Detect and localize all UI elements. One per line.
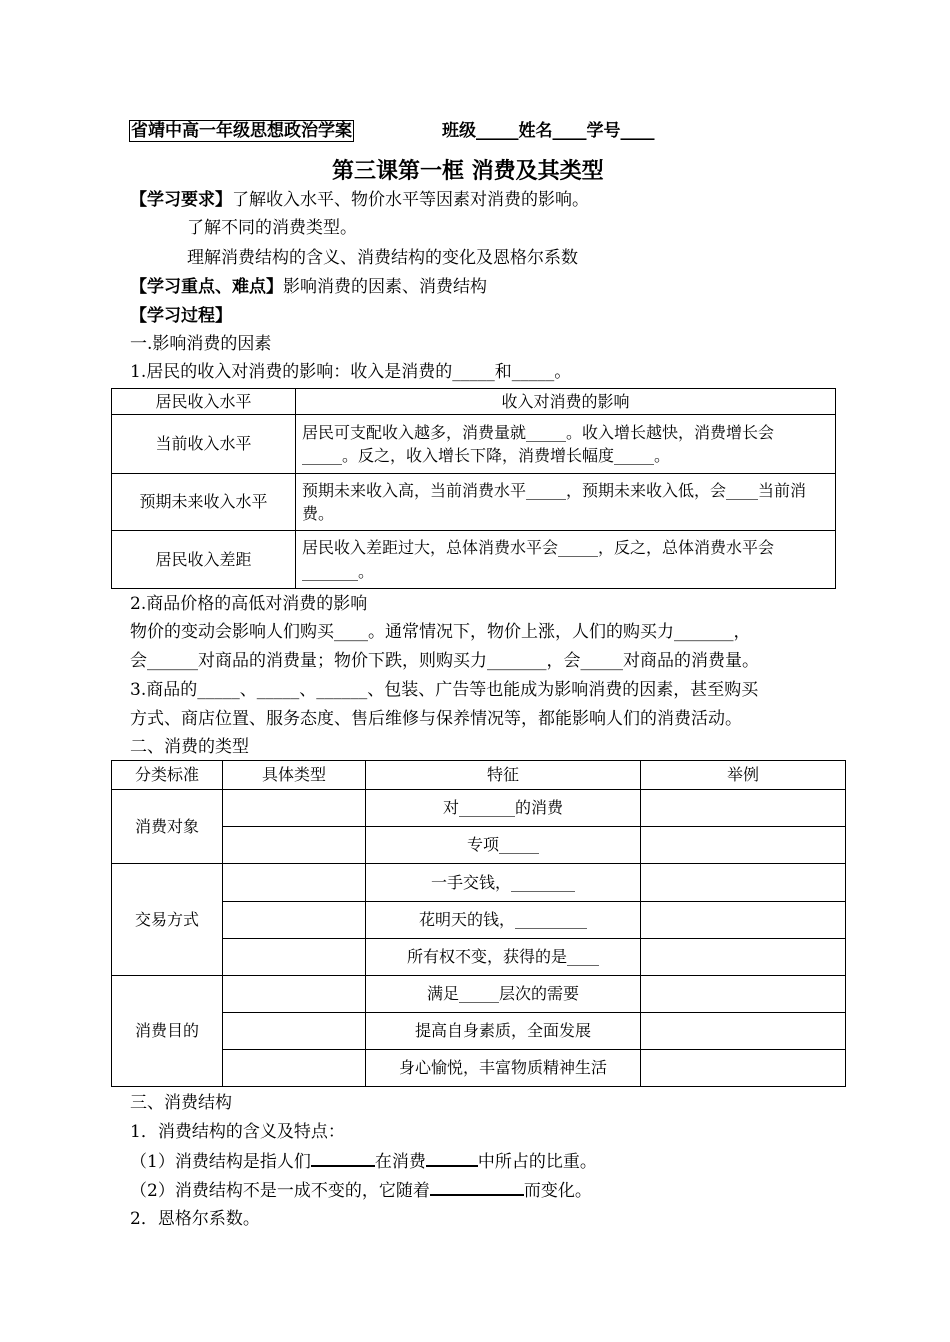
type-blank-cell[interactable] xyxy=(223,827,366,864)
table-cell: 专项_____ xyxy=(366,827,641,864)
requirements-line-3: 理解消费结构的含义、消费结构的变化及恩格尔系数 xyxy=(187,248,578,268)
type-blank-cell[interactable] xyxy=(223,1013,366,1050)
section-3-item-2: 2．恩格尔系数。 xyxy=(130,1209,260,1229)
type-blank-cell[interactable] xyxy=(223,902,366,939)
type-blank-cell[interactable] xyxy=(223,976,366,1013)
type-blank-cell[interactable] xyxy=(223,864,366,902)
table-row xyxy=(112,939,846,976)
section-1-item-1: 1.居民的收入对消费的影响：收入是消费的_____和_____。 xyxy=(130,362,572,382)
section-1-item-3-line-1: 3.商品的_____、_____、______、包装、广告等也能成为影响消费的因素，甚至购买 xyxy=(130,680,759,700)
table-row xyxy=(112,1013,846,1050)
section-1-item-2-line-1: 物价的变动会影响人们购买____。通常情况下，物价上涨，人们的购买力_______， xyxy=(130,622,751,642)
section-3-sub-1 xyxy=(130,1151,597,1172)
section-1-item-2-line-2: 会______对商品的消费量；物价下跌，则购买力_______，会_____对商品的消费量。 xyxy=(130,651,759,671)
table-cell: 身心愉悦，丰富物质精神生活 xyxy=(366,1050,641,1087)
fill-blank[interactable] xyxy=(430,1180,524,1196)
section-1-heading: 一.影响消费的因素 xyxy=(130,334,272,354)
requirements-label: 【学习要求】 xyxy=(130,190,232,210)
student-info-fields: 班级_____姓名____学号____ xyxy=(442,121,655,141)
requirements-line-1 xyxy=(130,190,589,210)
requirements-line-2: 了解不同的消费类型。 xyxy=(187,218,357,238)
table-cell: 居民收入差距 xyxy=(112,531,296,589)
requirements-text-1: 了解收入水平、物价水平等因素对消费的影响。 xyxy=(232,190,589,210)
example-blank-cell[interactable] xyxy=(641,864,846,902)
sub-2-text-b: 而变化。 xyxy=(523,1181,592,1201)
example-blank-cell[interactable] xyxy=(641,790,846,827)
table-row xyxy=(112,415,836,474)
table-cell: 对_______的消费 xyxy=(366,790,641,827)
type-blank-cell[interactable] xyxy=(223,1050,366,1087)
table-header-row xyxy=(112,389,836,415)
example-blank-cell[interactable] xyxy=(641,976,846,1013)
table-cell: 预期未来收入水平 xyxy=(112,474,296,531)
table-cell: 消费目的 xyxy=(112,976,223,1087)
school-header: 省靖中高一年级思想政治学案 xyxy=(131,121,352,141)
table-row xyxy=(112,474,836,531)
table-cell: 所有权不变，获得的是____ xyxy=(366,939,641,976)
table-row xyxy=(112,790,846,827)
example-blank-cell[interactable] xyxy=(641,1013,846,1050)
sub-1-text-b: 在消费 xyxy=(374,1152,426,1172)
table-header-row xyxy=(112,761,846,790)
section-3-sub-2 xyxy=(130,1180,592,1201)
section-3-item-1: 1．消费结构的含义及特点： xyxy=(130,1122,345,1142)
table-row xyxy=(112,864,846,902)
table-cell: 花明天的钱，_________ xyxy=(366,902,641,939)
key-points-text: 影响消费的因素、消费结构 xyxy=(283,277,487,297)
fill-blank[interactable] xyxy=(311,1151,375,1167)
table-header-cell: 收入对消费的影响 xyxy=(296,389,836,415)
example-blank-cell[interactable] xyxy=(641,902,846,939)
lesson-title: 第三课第一框 消费及其类型 xyxy=(332,158,604,184)
example-blank-cell[interactable] xyxy=(641,827,846,864)
table-row xyxy=(112,976,846,1013)
sub-1-text-c: 中所占的比重。 xyxy=(477,1152,597,1172)
section-1-item-2-title: 2.商品价格的高低对消费的影响 xyxy=(130,594,368,614)
type-blank-cell[interactable] xyxy=(223,939,366,976)
sub-1-text-a: （1）消费结构是指人们 xyxy=(130,1152,311,1172)
table-cell: 居民可支配收入越多，消费量就_____。收入增长越快，消费增长会_____。反之，收入增长下降，消费增长幅度_____。 xyxy=(296,415,836,474)
table-cell: 交易方式 xyxy=(112,864,223,976)
table-cell: 当前收入水平 xyxy=(112,415,296,474)
table-row xyxy=(112,902,846,939)
type-blank-cell[interactable] xyxy=(223,790,366,827)
table-cell: 提高自身素质，全面发展 xyxy=(366,1013,641,1050)
table-header-cell: 特征 xyxy=(366,761,641,790)
table-header-cell: 分类标准 xyxy=(112,761,223,790)
table-row xyxy=(112,827,846,864)
table-row xyxy=(112,531,836,589)
example-blank-cell[interactable] xyxy=(641,1050,846,1087)
sub-2-text-a: （2）消费结构不是一成不变的，它随着 xyxy=(130,1181,430,1201)
table-header-cell: 居民收入水平 xyxy=(112,389,296,415)
table-cell: 满足_____层次的需要 xyxy=(366,976,641,1013)
key-points-line xyxy=(130,277,487,297)
fill-blank[interactable] xyxy=(426,1151,478,1167)
section-1-item-3-line-2: 方式、商店位置、服务态度、售后维修与保养情况等，都能影响人们的消费活动。 xyxy=(130,709,742,729)
table-cell: 预期未来收入高，当前消费水平_____，预期未来收入低，会____当前消费。 xyxy=(296,474,836,531)
table-cell: 消费对象 xyxy=(112,790,223,864)
income-effect-table xyxy=(111,388,836,589)
process-label: 【学习过程】 xyxy=(130,306,232,326)
example-blank-cell[interactable] xyxy=(641,939,846,976)
table-header-cell: 具体类型 xyxy=(223,761,366,790)
key-points-label: 【学习重点、难点】 xyxy=(130,277,283,297)
table-cell: 一手交钱，________ xyxy=(366,864,641,902)
table-row xyxy=(112,1050,846,1087)
consumption-type-table xyxy=(111,760,846,1087)
section-3-heading: 三、消费结构 xyxy=(130,1093,232,1113)
table-cell: 居民收入差距过大，总体消费水平会_____，反之，总体消费水平会_______。 xyxy=(296,531,836,589)
table-header-cell: 举例 xyxy=(641,761,846,790)
section-2-heading: 二、消费的类型 xyxy=(130,737,249,757)
